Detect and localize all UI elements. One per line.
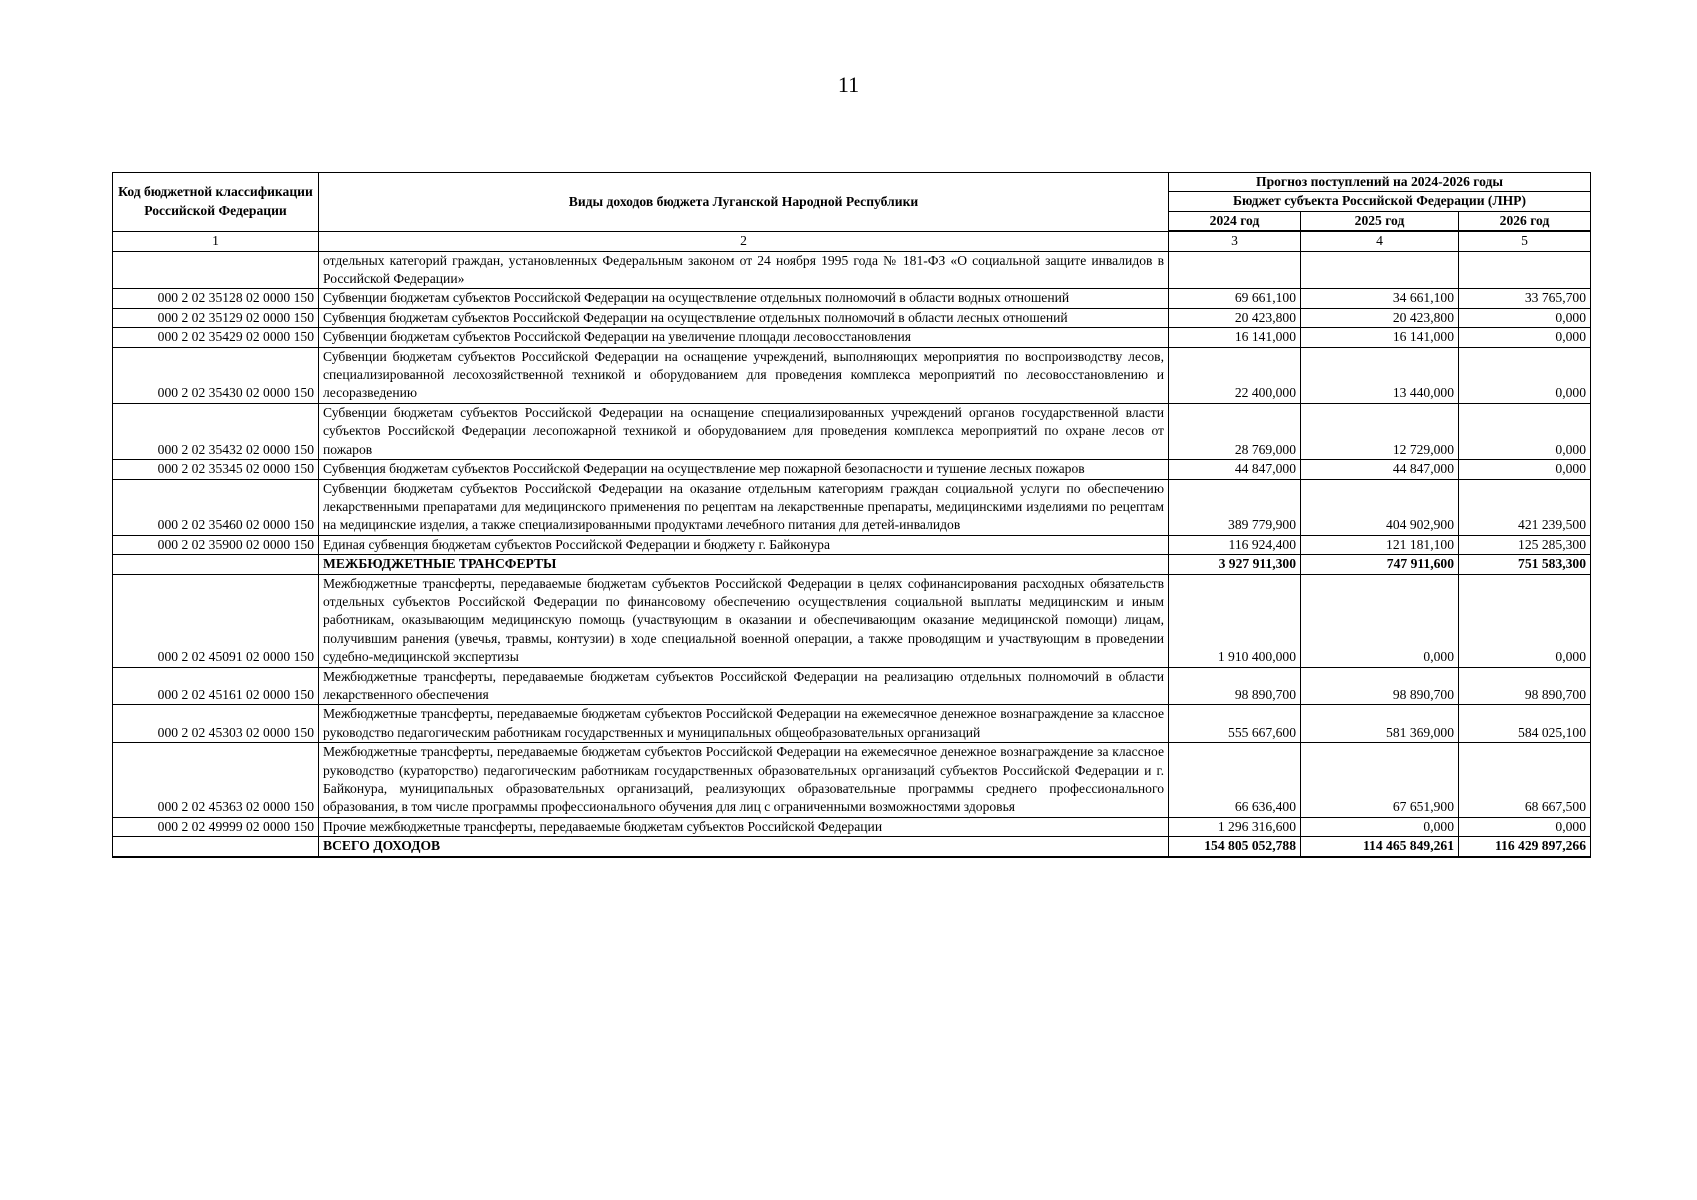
row-description: Межбюджетные трансферты, передаваемые бюджетам субъектов Российской Федерации на ежемесячное денежное вознаграждение за классное руководство (кураторство) педагогическим работникам государственных образовательных организаций субъектов Российской Федерации и г. Байконура, муниципальных образовательных организаций, реализующих образовательные программы среднего профессионального образования, в том числе программы профессионального обучения для лиц с ограниченными возможностями здоровья bbox=[319, 743, 1169, 818]
row-value-2025: 12 729,000 bbox=[1301, 403, 1459, 459]
row-value-2026: 751 583,300 bbox=[1459, 555, 1591, 574]
row-value-2024: 16 141,000 bbox=[1169, 328, 1301, 347]
row-value-2025: 0,000 bbox=[1301, 574, 1459, 667]
header-year-2025: 2025 год bbox=[1301, 211, 1459, 231]
row-value-2025: 20 423,800 bbox=[1301, 308, 1459, 327]
table-row bbox=[113, 460, 1591, 479]
row-code bbox=[113, 251, 319, 289]
row-value-2026: 116 429 897,266 bbox=[1459, 837, 1591, 857]
row-code: 000 2 02 35429 02 0000 150 bbox=[113, 328, 319, 347]
row-value-2026: 0,000 bbox=[1459, 347, 1591, 403]
row-description: Межбюджетные трансферты, передаваемые бюджетам субъектов Российской Федерации в целях софинансирования расходных обязательств отдельных субъектов Российской Федерации по финансовому обеспечению осуществления социальной выплаты медицинским и иным работникам, оказывающим медицинскую помощь (участвующим в оказании и обеспечивающим оказание медицинской помощи) лицам, получившим ранения (увечья, травмы, контузии) в ходе специальной военной операции, а также проводящим и участвующим в проведении судебно-медицинской экспертизы bbox=[319, 574, 1169, 667]
row-description: Межбюджетные трансферты, передаваемые бюджетам субъектов Российской Федерации на ежемесячное денежное вознаграждение за классное руководство педагогическим работникам государственных и муниципальных общеобразовательных организаций bbox=[319, 705, 1169, 743]
row-value-2026: 0,000 bbox=[1459, 460, 1591, 479]
row-value-2025: 13 440,000 bbox=[1301, 347, 1459, 403]
row-value-2024: 389 779,900 bbox=[1169, 479, 1301, 535]
row-description: МЕЖБЮДЖЕТНЫЕ ТРАНСФЕРТЫ bbox=[319, 555, 1169, 574]
row-code: 000 2 02 35430 02 0000 150 bbox=[113, 347, 319, 403]
table-row bbox=[113, 837, 1591, 857]
row-code bbox=[113, 837, 319, 857]
row-description: Прочие межбюджетные трансферты, передаваемые бюджетам субъектов Российской Федерации bbox=[319, 817, 1169, 836]
column-number: 3 bbox=[1169, 231, 1301, 251]
table-row bbox=[113, 705, 1591, 743]
row-description: отдельных категорий граждан, установленных Федеральным законом от 24 ноября 1995 года № 181-ФЗ «О социальной защите инвалидов в Российской Федерации» bbox=[319, 251, 1169, 289]
row-code: 000 2 02 45161 02 0000 150 bbox=[113, 667, 319, 705]
table-row bbox=[113, 535, 1591, 554]
row-value-2024: 154 805 052,788 bbox=[1169, 837, 1301, 857]
row-code: 000 2 02 35128 02 0000 150 bbox=[113, 289, 319, 308]
row-value-2026 bbox=[1459, 251, 1591, 289]
table-body bbox=[113, 251, 1591, 857]
row-description: Субвенции бюджетам субъектов Российской Федерации на оснащение учреждений, выполняющих мероприятия по воспроизводству лесов, специализированной лесохозяйственной техникой и оборудованием для проведения комплекса мероприятий по лесовосстановлению и лесоразведению bbox=[319, 347, 1169, 403]
row-value-2025: 404 902,900 bbox=[1301, 479, 1459, 535]
row-description: Субвенции бюджетам субъектов Российской Федерации на оказание отдельным категориям граждан социальной услуги по обеспечению лекарственными препаратами для медицинского применения по рецептам на лекарственные препараты, медицинскими изделиями по рецептам на медицинские изделия, а также специализированными продуктами лечебного питания для детей-инвалидов bbox=[319, 479, 1169, 535]
table-row bbox=[113, 574, 1591, 667]
row-value-2025: 581 369,000 bbox=[1301, 705, 1459, 743]
header-year-2024: 2024 год bbox=[1169, 211, 1301, 231]
row-description: Субвенции бюджетам субъектов Российской Федерации на осуществление отдельных полномочий в области водных отношений bbox=[319, 289, 1169, 308]
row-value-2024: 1 296 316,600 bbox=[1169, 817, 1301, 836]
row-description: Единая субвенция бюджетам субъектов Российской Федерации и бюджету г. Байконура bbox=[319, 535, 1169, 554]
row-description: ВСЕГО ДОХОДОВ bbox=[319, 837, 1169, 857]
header-code: Код бюджетной классификации Российской Федерации bbox=[113, 173, 319, 232]
row-value-2024: 98 890,700 bbox=[1169, 667, 1301, 705]
row-value-2024: 69 661,100 bbox=[1169, 289, 1301, 308]
row-value-2025: 747 911,600 bbox=[1301, 555, 1459, 574]
row-value-2024: 555 667,600 bbox=[1169, 705, 1301, 743]
row-value-2026: 0,000 bbox=[1459, 403, 1591, 459]
row-description: Межбюджетные трансферты, передаваемые бюджетам субъектов Российской Федерации на реализацию отдельных полномочий в области лекарственного обеспечения bbox=[319, 667, 1169, 705]
row-code: 000 2 02 49999 02 0000 150 bbox=[113, 817, 319, 836]
header-year-2026: 2026 год bbox=[1459, 211, 1591, 231]
row-value-2025 bbox=[1301, 251, 1459, 289]
column-number: 1 bbox=[113, 231, 319, 251]
table-row bbox=[113, 817, 1591, 836]
header-budget-subject: Бюджет субъекта Российской Федерации (ЛНР) bbox=[1169, 192, 1591, 211]
row-value-2025: 34 661,100 bbox=[1301, 289, 1459, 308]
revenue-table bbox=[112, 172, 1591, 858]
row-value-2025: 114 465 849,261 bbox=[1301, 837, 1459, 857]
row-description: Субвенция бюджетам субъектов Российской Федерации на осуществление отдельных полномочий в области лесных отношений bbox=[319, 308, 1169, 327]
row-description: Субвенции бюджетам субъектов Российской Федерации на оснащение специализированных учреждений органов государственной власти субъектов Российской Федерации лесопожарной техникой и оборудованием для проведения комплекса мероприятий по охране лесов от пожаров bbox=[319, 403, 1169, 459]
table-row bbox=[113, 347, 1591, 403]
row-value-2025: 98 890,700 bbox=[1301, 667, 1459, 705]
row-code: 000 2 02 35460 02 0000 150 bbox=[113, 479, 319, 535]
row-value-2024: 22 400,000 bbox=[1169, 347, 1301, 403]
table-row bbox=[113, 667, 1591, 705]
row-code: 000 2 02 35345 02 0000 150 bbox=[113, 460, 319, 479]
row-value-2026: 421 239,500 bbox=[1459, 479, 1591, 535]
row-value-2025: 0,000 bbox=[1301, 817, 1459, 836]
table-row bbox=[113, 328, 1591, 347]
table-row bbox=[113, 289, 1591, 308]
row-value-2026: 0,000 bbox=[1459, 308, 1591, 327]
row-code: 000 2 02 35900 02 0000 150 bbox=[113, 535, 319, 554]
row-value-2026: 0,000 bbox=[1459, 574, 1591, 667]
row-value-2024: 20 423,800 bbox=[1169, 308, 1301, 327]
row-value-2024 bbox=[1169, 251, 1301, 289]
column-number: 5 bbox=[1459, 231, 1591, 251]
row-value-2024: 44 847,000 bbox=[1169, 460, 1301, 479]
header-income-types: Виды доходов бюджета Луганской Народной Республики bbox=[319, 173, 1169, 232]
table-row bbox=[113, 479, 1591, 535]
row-description: Субвенция бюджетам субъектов Российской Федерации на осуществление мер пожарной безопасности и тушение лесных пожаров bbox=[319, 460, 1169, 479]
table-row bbox=[113, 308, 1591, 327]
row-code: 000 2 02 35432 02 0000 150 bbox=[113, 403, 319, 459]
row-code bbox=[113, 555, 319, 574]
row-value-2024: 1 910 400,000 bbox=[1169, 574, 1301, 667]
column-number: 4 bbox=[1301, 231, 1459, 251]
row-value-2025: 67 651,900 bbox=[1301, 743, 1459, 818]
table-row bbox=[113, 555, 1591, 574]
row-value-2026: 125 285,300 bbox=[1459, 535, 1591, 554]
table-row bbox=[113, 743, 1591, 818]
row-description: Субвенции бюджетам субъектов Российской Федерации на увеличение площади лесовосстановления bbox=[319, 328, 1169, 347]
row-value-2024: 116 924,400 bbox=[1169, 535, 1301, 554]
row-value-2025: 44 847,000 bbox=[1301, 460, 1459, 479]
row-value-2025: 16 141,000 bbox=[1301, 328, 1459, 347]
row-value-2026: 33 765,700 bbox=[1459, 289, 1591, 308]
row-code: 000 2 02 35129 02 0000 150 bbox=[113, 308, 319, 327]
row-value-2026: 0,000 bbox=[1459, 328, 1591, 347]
row-value-2024: 66 636,400 bbox=[1169, 743, 1301, 818]
page-number: 11 bbox=[837, 72, 860, 97]
row-value-2026: 0,000 bbox=[1459, 817, 1591, 836]
row-value-2026: 584 025,100 bbox=[1459, 705, 1591, 743]
row-code: 000 2 02 45091 02 0000 150 bbox=[113, 574, 319, 667]
row-code: 000 2 02 45363 02 0000 150 bbox=[113, 743, 319, 818]
column-number: 2 bbox=[319, 231, 1169, 251]
header-forecast: Прогноз поступлений на 2024-2026 годы bbox=[1169, 173, 1591, 192]
row-value-2026: 98 890,700 bbox=[1459, 667, 1591, 705]
row-value-2024: 3 927 911,300 bbox=[1169, 555, 1301, 574]
row-value-2024: 28 769,000 bbox=[1169, 403, 1301, 459]
row-code: 000 2 02 45303 02 0000 150 bbox=[113, 705, 319, 743]
table-row bbox=[113, 403, 1591, 459]
row-value-2025: 121 181,100 bbox=[1301, 535, 1459, 554]
row-value-2026: 68 667,500 bbox=[1459, 743, 1591, 818]
table-row bbox=[113, 251, 1591, 289]
